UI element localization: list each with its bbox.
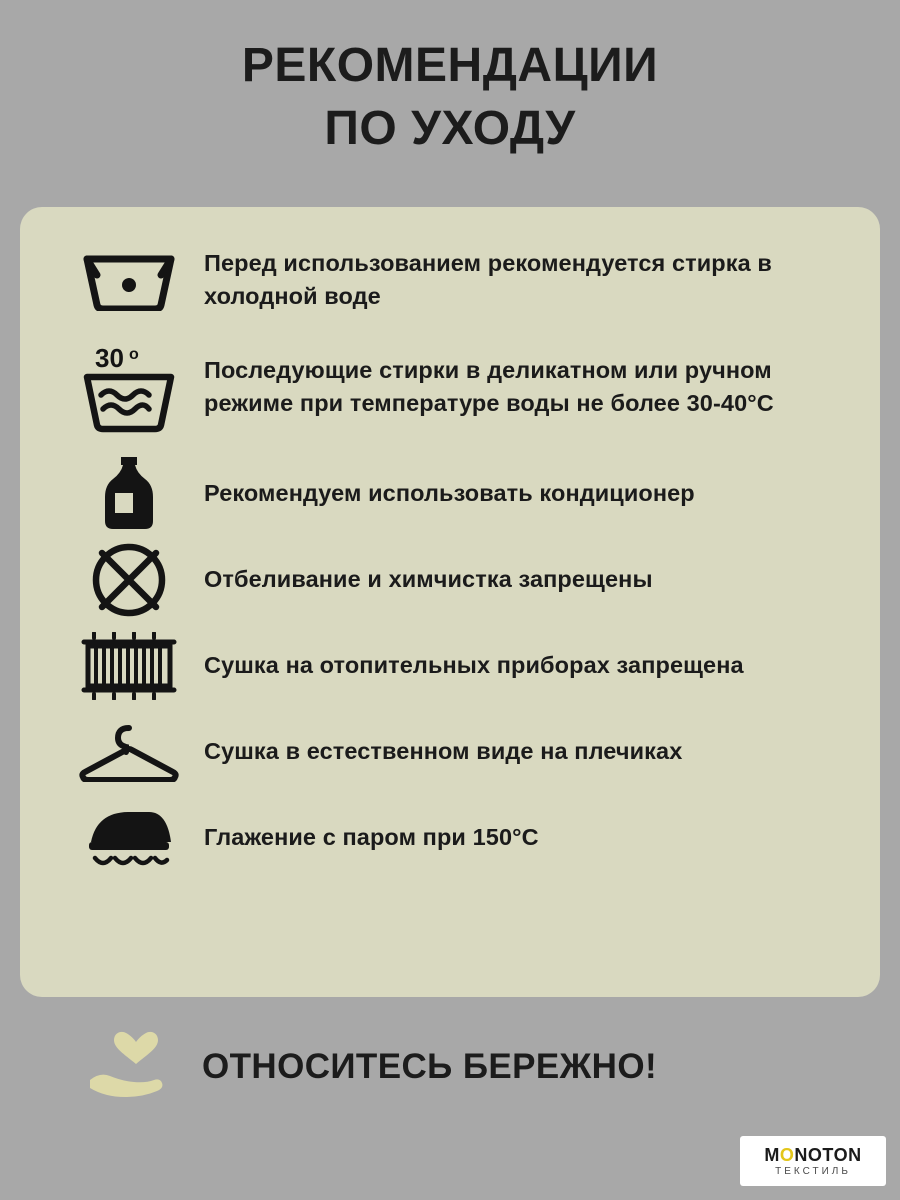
care-instructions-card (20, 207, 880, 997)
steam-iron-icon (54, 802, 204, 874)
no-radiator-drying-icon (54, 632, 204, 700)
fabric-softener-bottle-icon (54, 453, 204, 535)
care-list-item (54, 451, 846, 537)
hand-with-heart-icon (84, 1030, 188, 1104)
care-list-item-text: Глажение с паром при 150°С (204, 824, 539, 851)
care-list-item (54, 323, 846, 451)
care-list-item-text: Последующие стирки в деликатном или ручном режиме при температуре воды не более 30-40°С (204, 356, 774, 416)
care-list-item-text: Сушка на отопительных приборах запрещена (204, 652, 744, 679)
logo-accent-letter: O (779, 1144, 795, 1165)
care-list-item (54, 237, 846, 323)
logo-prefix: M (764, 1144, 780, 1165)
brand-logo-name (764, 1146, 861, 1164)
page-title-line-1: РЕКОМЕНДАЦИИ (241, 39, 659, 92)
care-list-item-text: Отбеливание и химчистка запрещены (204, 566, 653, 593)
wash-tub-30-degrees-icon (54, 341, 204, 433)
care-list-item-text: Сушка в естественном виде на плечиках (204, 738, 683, 765)
footer-message-text: ОТНОСИТЕСЬ БЕРЕЖНО! (202, 1047, 657, 1086)
brand-logo-subtitle: ТЕКСТИЛЬ (775, 1165, 851, 1177)
page-title (0, 0, 900, 161)
page-title-line-2: ПО УХОДУ (324, 102, 576, 156)
hanger-drying-icon (54, 722, 204, 782)
care-list-item-text: Рекомендуем использовать кондиционер (204, 480, 695, 507)
svg-text:30: 30 (95, 343, 124, 373)
care-list-item (54, 623, 846, 709)
care-instructions-list (54, 237, 846, 881)
logo-suffix: NOTON (794, 1144, 862, 1165)
care-list-item (54, 795, 846, 881)
svg-text:o: o (129, 346, 139, 363)
brand-logo (740, 1136, 886, 1186)
care-list-item (54, 709, 846, 795)
care-list-item-text: Перед использованием рекомендуется стирка в холодной воде (204, 249, 772, 309)
care-list-item (54, 537, 846, 623)
footer-message (0, 1030, 900, 1104)
no-bleach-no-dryclean-icon (54, 542, 204, 618)
wash-tub-icon (54, 249, 204, 311)
